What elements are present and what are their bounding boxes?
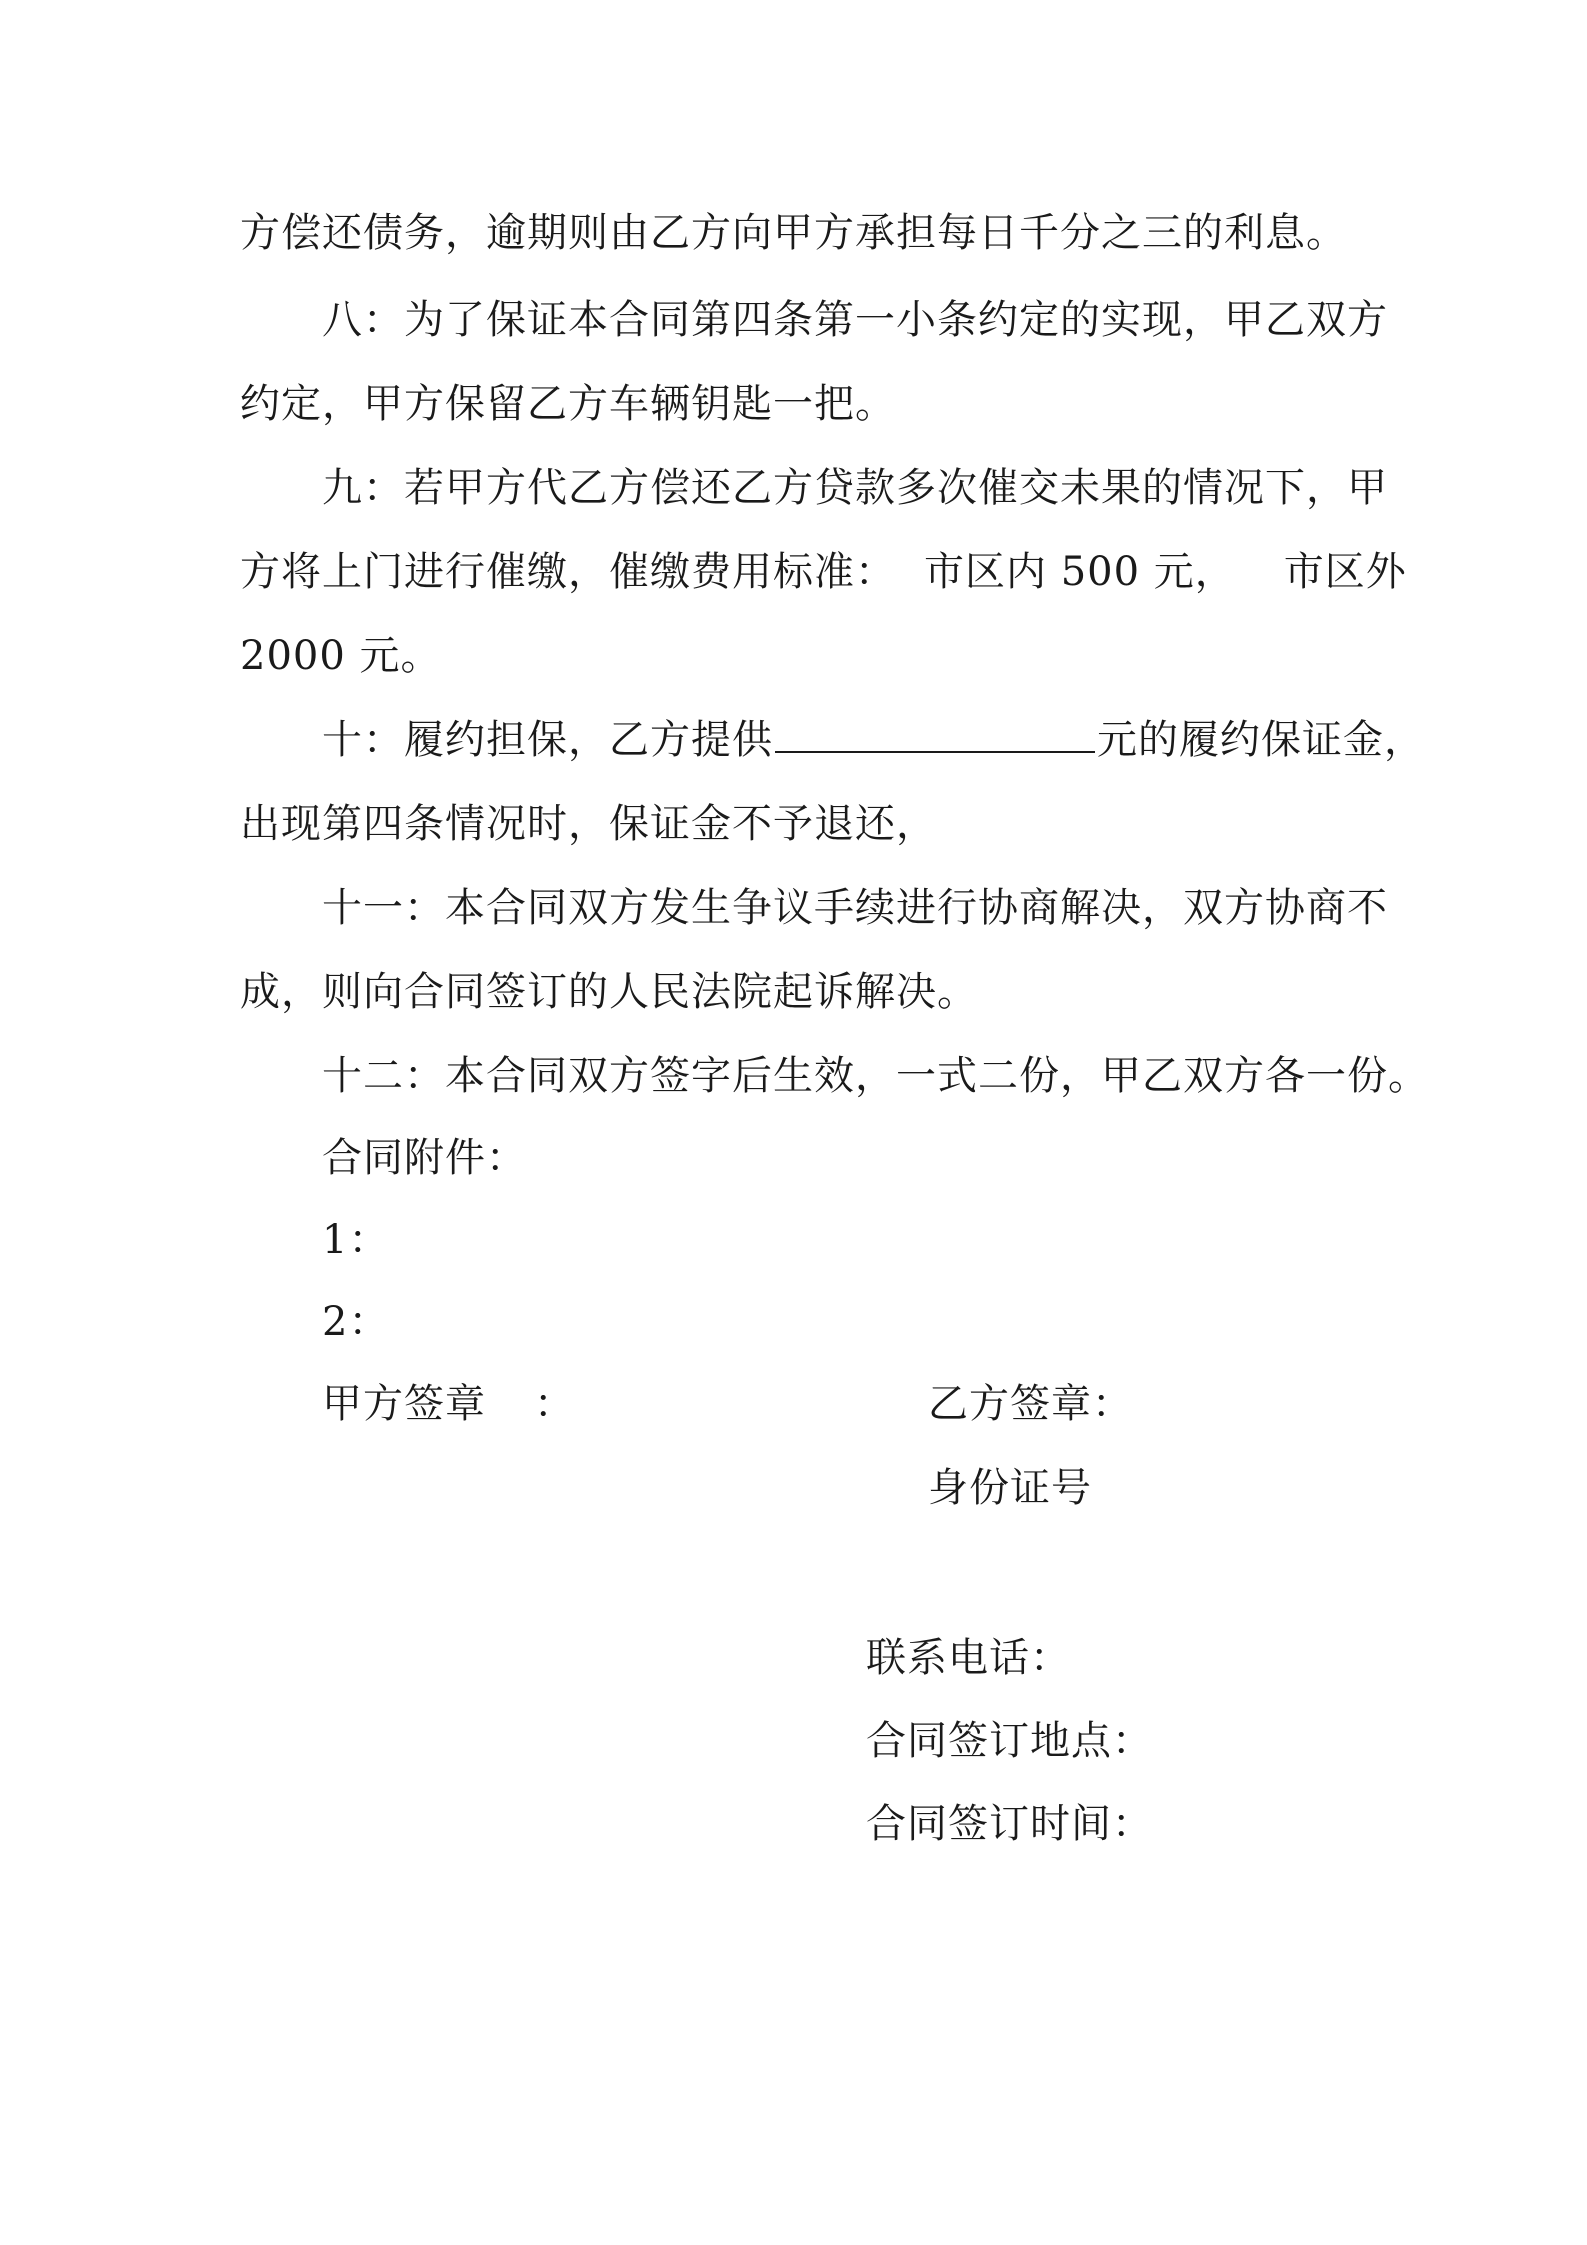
attachment-item-label: 1： (322, 1217, 390, 1263)
paragraph-text: 方偿还债务，逾期则由乙方向甲方承担每日千分之三的利息。 (240, 210, 1347, 256)
attachments-title-text: 合同附件： (322, 1135, 527, 1181)
clause-10-line-1 (322, 712, 1425, 768)
party-b-signature-label: 乙方签章： (928, 1381, 1133, 1427)
clause-12-line-1 (322, 1048, 1429, 1104)
clause-9-line-3 (240, 628, 442, 684)
clause-11-text: 成，则向合同签订的人民法院起诉解决。 (240, 969, 978, 1015)
clause-9-outside-fee: 2000 元。 (240, 633, 442, 679)
clause-10-text: 出现第四条情况时，保证金不予退还， (240, 801, 937, 847)
attachment-item-2 (322, 1294, 389, 1350)
clause-10-text: 元的履约保证金， (1097, 717, 1425, 763)
attachments-title (322, 1130, 527, 1186)
clause-11-line-2 (240, 964, 978, 1020)
clause-12-text: 十二：本合同双方签字后生效，一式二份，甲乙双方各一份。 (322, 1053, 1429, 1099)
clause-9-line-2 (240, 544, 1407, 600)
id-number-label: 身份证号 (928, 1465, 1092, 1511)
clause-10-line-2 (240, 796, 937, 852)
clause-11-line-1 (322, 880, 1388, 936)
clause-8-line-2 (240, 376, 896, 432)
clause-9-outside-label: 市区外 (1283, 549, 1407, 595)
paragraph-line (240, 205, 1347, 261)
clause-9-text: 九：若甲方代乙方偿还乙方贷款多次催交未果的情况下，甲 (322, 465, 1388, 511)
clause-9-text: 方将上门进行催缴，催缴费用标准： (240, 549, 896, 595)
attachment-item-label: 2： (322, 1299, 390, 1345)
clause-10-text: 十：履约担保，乙方提供 (322, 717, 773, 763)
deposit-amount-blank[interactable] (775, 717, 1095, 753)
contract-place (866, 1713, 1153, 1769)
contact-phone (866, 1630, 1071, 1686)
clause-9-city-fee: 市区内 500 元， (924, 549, 1236, 595)
party-a-signature-label: 甲方签章 (322, 1381, 486, 1427)
clause-9-line-1 (322, 460, 1388, 516)
contract-time-label: 合同签订时间： (866, 1801, 1153, 1847)
party-a-signature (322, 1376, 575, 1432)
clause-8-text: 八：为了保证本合同第四条第一小条约定的实现，甲乙双方 (322, 297, 1388, 343)
contract-time (866, 1796, 1153, 1852)
party-b-signature (928, 1376, 1133, 1432)
contract-place-label: 合同签订地点： (866, 1718, 1153, 1764)
party-a-signature-colon: ： (534, 1381, 575, 1427)
contact-phone-label: 联系电话： (866, 1635, 1071, 1681)
id-number (928, 1460, 1092, 1516)
clause-11-text: 十一：本合同双方发生争议手续进行协商解决，双方协商不 (322, 885, 1388, 931)
clause-8-line-1 (322, 292, 1388, 348)
clause-8-text: 约定，甲方保留乙方车辆钥匙一把。 (240, 381, 896, 427)
attachment-item-1 (322, 1212, 389, 1268)
